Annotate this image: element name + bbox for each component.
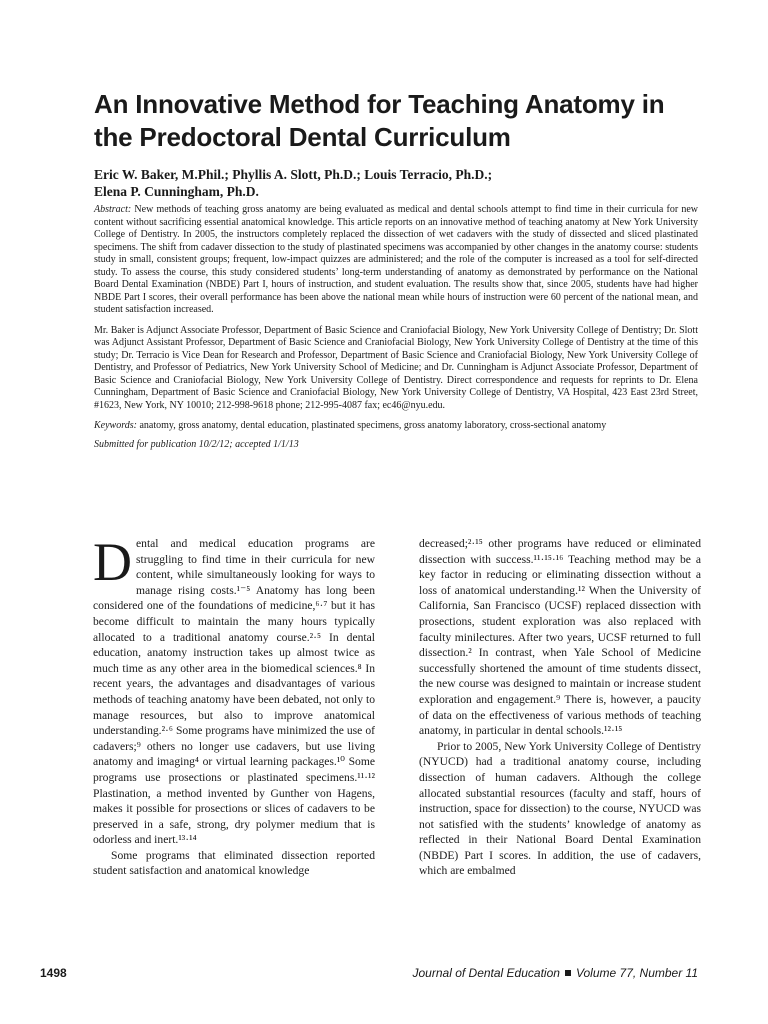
submission-dates: Submitted for publication 10/2/12; accepted 1/1/13 xyxy=(94,438,299,450)
page-number: 1498 xyxy=(40,966,67,980)
authors-line-2: Elena P. Cunningham, Ph.D. xyxy=(94,184,259,199)
body-paragraph xyxy=(93,532,375,848)
article-header xyxy=(94,88,698,451)
journal-name: Journal of Dental Education xyxy=(412,966,560,980)
keywords-label: Keywords: xyxy=(94,420,137,431)
body-column-right xyxy=(419,536,701,879)
body-column-left xyxy=(93,532,375,879)
author-affiliations: Mr. Baker is Adjunct Associate Professor, Department of Basic Science and Craniofacial Biology, New York University College of Dentistry; Dr. Slott was Adjunct Assistant Professor, Department of Basic Science and Craniofacial Biology, New York University College of Dentistry at the time of this study; Dr. Terracio is Vice Dean for Research and Professor, Department of Basic Science and Craniofacial Biology, New York University College of Dentistry, and Professor of Pediatrics, New York University School of Medicine; and Dr. Cunningham is Adjunct Associate Professor, Department of Basic Science and Craniofacial Biology, New York University College of Dentistry. Direct correspondence and requests for reprints to Dr. Elena Cunningham, Department of Basic Science and Craniofacial Biology, New York University College of Dentistry, VA Hospital, 423 East 23rd Street, #1623, New York, NY 10010; 212-998-9618 phone; 212-995-4087 fax; ec46@nyu.edu. xyxy=(94,324,698,411)
body-paragraph: Prior to 2005, New York University College of Dentistry (NYUCD) had a traditional anatomy course, including dissection of human cadavers. Although the college allocated substantial resources (faculty and staff, hours of instruction, space for dissection) to the course, NYUCD was not satisfied with the students’ knowledge of anatomy as reflected in their National Board Dental Examination (NBDE) Part I scores. In addition, the use of cadavers, which are embalmed xyxy=(419,739,701,878)
body-paragraph: Some programs that eliminated dissection reported student satisfaction and anatomical knowledge xyxy=(93,848,375,878)
abstract-text: New methods of teaching gross anatomy are being evaluated as medical and dental schools attempt to find time in their curricula for new content without sacrificing essential anatomical knowledge. This article reports on an innovative method of teaching anatomy at New York University College of Dentistry. In 2005, the instructors completely replaced the dissection of wet cadavers with the study of dissected and sliced plastinated specimens. The shift from cadaver dissection to the study of plastinated specimens was accompanied by other changes in the anatomy course: students study in small, consistent groups; frequent, low-impact quizzes are administered; and the role of the computer is increased as a tool for self-directed study. To assess the course, this study considered students’ long-term understanding of anatomy as demonstrated by performance on the National Board Dental Examination (NBDE) Part I, hours of instruction, and student evaluation. The results show that, since 2005, students have had higher NBDE Part I scores, their overall performance has been above the national mean while hours of instruction were 60 percent of the national mean, and student satisfaction increased. xyxy=(94,204,699,315)
journal-volume: Volume 77, Number 11 xyxy=(575,966,698,980)
abstract xyxy=(94,204,698,317)
keywords xyxy=(94,420,698,433)
drop-cap: D xyxy=(93,532,132,592)
body-paragraph-text: ental and medical education programs are struggling to find time in their curricula for new content, while simultaneously looking for ways to manage rising costs.¹⁻⁵ Anatomy has long been considered one of the foundations of medicine,⁶·⁷ but it has become difficult to maintain the many hours typically allocated to a traditional anatomy course.²·⁵ In dental education, anatomy instruction takes up almost twice as much time as any other area in the biomedical sciences.⁸ In recent years, the advantages and disadvantages of various methods of teaching anatomy have been debated, not only to manage resources, but also to improve anatomical understanding.²·⁶ Some programs have minimized the use of cadavers;⁹ others no longer use cadavers, but use living anatomy and imaging⁴ or virtual learning packages.¹⁰ Some programs use prosections or plastinated specimens.¹¹·¹² Plastination, a method invented by Gunther von Hagens, makes it possible for prosections or slices of cadavers to be preserved in a safe, strong, dry polymer medium that is odorless and inert.¹³·¹⁴ xyxy=(93,537,375,847)
body-paragraph: decreased;²·¹⁵ other programs have reduced or eliminated dissection with success.¹¹·¹⁵·¹⁶ Teaching method may be a key factor in reducing or eliminating dissection without a loss of anatomical understanding.¹² When the University of California, San Francisco (UCSF) replaced dissection with prosections, student exploration was also replaced with faculty minilectures. After two years, UCSF returned to full dissection.² In contrast, when Yale School of Medicine successfully shortened the amount of time students dissect, the new course was designed to maintain or increase student exploration and engagement.⁹ There is, however, a paucity of data on the effectiveness of various methods of teaching anatomy, in particular in dental schools.¹²·¹⁵ xyxy=(419,537,701,738)
authors xyxy=(94,166,698,200)
article-title: An Innovative Method for Teaching Anatomy in the Predoctoral Dental Curriculum xyxy=(94,89,665,152)
journal-footer xyxy=(413,966,699,980)
square-bullet-icon xyxy=(565,970,571,976)
abstract-label: Abstract: xyxy=(94,204,132,215)
authors-line-1: Eric W. Baker, M.Phil.; Phyllis A. Slott, Ph.D.; Louis Terracio, Ph.D.; xyxy=(94,167,493,182)
keywords-text: anatomy, gross anatomy, dental education, plastinated specimens, gross anatomy laboratory, cross-sectional anatomy xyxy=(139,420,607,431)
